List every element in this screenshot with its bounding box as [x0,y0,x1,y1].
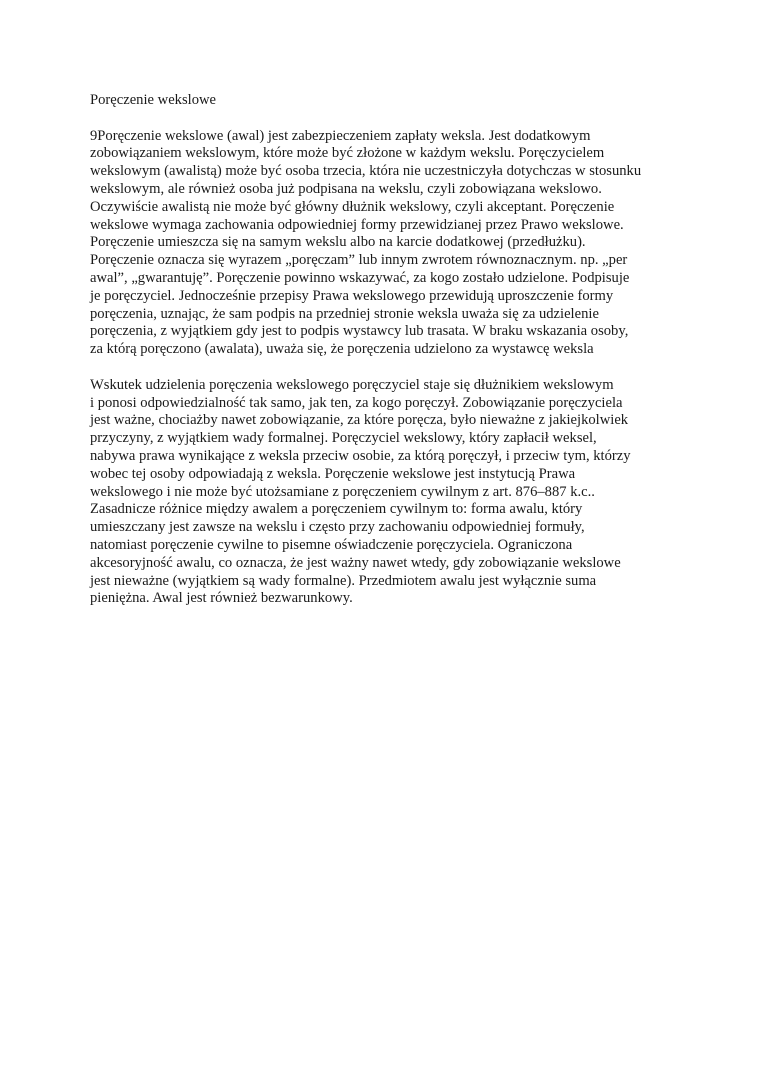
text-line: Poręczenie umieszcza się na samym wekslu albo na karcie dodatkowej (przedłużku). [90,234,586,251]
text-line: jest ważne, chociażby nawet zobowiązanie, za które poręcza, było nieważne z jakiejkolwiek [90,412,629,429]
text-line: wobec tej osoby odpowiadają z weksla. Poręczenie wekslowe jest instytucją Prawa [90,465,576,482]
text-line: natomiast poręczenie cywilne to pisemne oświadczenie poręczyciela. Ograniczona [90,536,573,553]
text-line: pieniężna. Awal jest również bezwarunkowy. [90,590,353,607]
text-line: wekslowego i nie może być utożsamiane z poręczeniem cywilnym z art. 876–887 k.c.. [90,483,595,500]
text-line: za którą poręczono (awalata), uważa się, że poręczenia udzielono za wystawcę weksla [90,341,594,358]
paragraph-2 [90,377,680,608]
text-line: wekslowym (awalistą) może być osoba trzecia, która nie uczestniczyła dotychczas w stosunku [90,163,642,180]
text-line: wekslowym, ale również osoba już podpisana na wekslu, czyli zobowiązana wekslowo. [90,180,602,197]
document-body [90,92,680,626]
text-line: awal”, „gwarantuję”. Poręczenie powinno wskazywać, za kogo zostało udzielone. Podpisuje [90,269,630,286]
text-line: jest nieważne (wyjątkiem są wady formalne). Przedmiotem awalu jest wyłącznie suma [90,572,597,589]
text-line: i ponosi odpowiedzialność tak samo, jak ten, za kogo poręczył. Zobowiązanie poręczyciela [90,394,623,411]
text-line: Wskutek udzielenia poręczenia wekslowego poręczyciel staje się dłużnikiem wekslowym [90,376,614,393]
text-line: 9Poręczenie wekslowe (awal) jest zabezpieczeniem zapłaty weksla. Jest dodatkowym [90,127,591,144]
text-line: je poręczyciel. Jednocześnie przepisy Prawa wekslowego przewidują uproszczenie formy [90,287,614,304]
text-line: poręczenia, uznając, że sam podpis na przedniej stronie weksla uważa się za udzielenie [90,305,599,322]
text-line: poręczenia, z wyjątkiem gdy jest to podpis wystawcy lub trasata. W braku wskazania osoby, [90,323,629,340]
text-line: Oczywiście awalistą nie może być główny dłużnik wekslowy, czyli akceptant. Poręczenie [90,198,615,215]
document-title: Poręczenie wekslowe [90,92,217,108]
text-line: nabywa prawa wynikające z weksla przeciw osobie, za którą poręczył, i przeciw tym, którzy [90,447,631,464]
paragraph-1 [90,128,680,359]
text-line: umieszczany jest zawsze na wekslu i często przy zachowaniu odpowiedniej formuły, [90,519,585,536]
text-line: wekslowe wymaga zachowania odpowiedniej formy przewidzianej przez Prawo wekslowe. [90,216,624,233]
text-line: Zasadnicze różnice między awalem a poręczeniem cywilnym to: forma awalu, który [90,501,583,518]
text-line: Poręczenie oznacza się wyrazem „poręczam” lub innym zwrotem równoznacznym. np. „per [90,252,628,269]
text-line: przyczyny, z wyjątkiem wady formalnej. Poręczyciel wekslowy, który zapłacił weksel, [90,430,597,447]
text-line: zobowiązaniem wekslowym, które może być złożone w każdym wekslu. Poręczycielem [90,145,605,162]
text-line: akcesoryjność awalu, co oznacza, że jest ważny nawet wtedy, gdy zobowiązanie wekslowe [90,554,621,571]
